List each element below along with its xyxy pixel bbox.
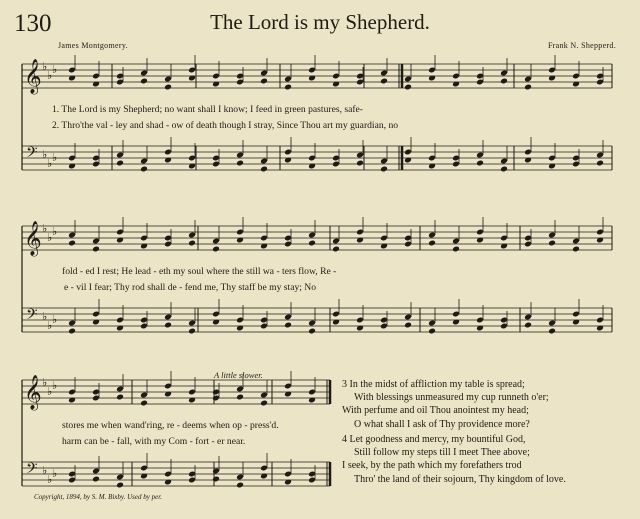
stanza-4 <box>342 433 566 486</box>
flat-icon: ♭ <box>47 69 53 82</box>
system2-verse2-lyrics: e - vil I fear; Thy rod shall de - fend me, Thy staff be my stay; No <box>64 282 317 293</box>
flat-icon: ♭ <box>42 60 48 73</box>
system3-verse2-lyrics: harm can be - fall, with my Com - fort - er near. <box>62 436 246 447</box>
note-head <box>188 328 196 335</box>
stanza-line: With perfume and oil Thou anointest my head; <box>342 405 529 417</box>
treble-clef-icon: 𝄞 <box>24 59 42 94</box>
stanza-line: 4 Let goodness and mercy, my bountiful God, <box>342 434 526 445</box>
flat-icon: ♭ <box>52 467 58 480</box>
note-head <box>548 240 556 247</box>
note-head <box>500 166 508 173</box>
stanza-line: Still follow my steps till I meet Thee above; <box>354 447 530 459</box>
flat-icon: ♭ <box>52 379 58 392</box>
flat-icon: ♭ <box>47 385 53 398</box>
note-head <box>92 246 100 253</box>
hymn-title: The Lord is my Shepherd. <box>210 10 430 34</box>
note-head <box>212 476 220 483</box>
note-head <box>380 78 388 85</box>
stanza-3 <box>342 378 549 431</box>
system1-verse1-lyrics: 1. The Lord is my Shepherd; no want shall I know; I feed in green pastures, safe- <box>52 104 364 115</box>
stanza-line: I seek, by the path which my forefathers trod <box>342 460 522 472</box>
note-head <box>116 482 124 489</box>
stanza-line: Thro' the land of their sojourn, Thy kingdom of love. <box>354 473 566 485</box>
copyright-notice: Copyright, 1894, by S. M. Bixby. Used by per. <box>34 493 162 501</box>
note-head <box>236 394 244 401</box>
note-head <box>404 84 412 91</box>
stanza-line: With blessings unmeasured my cup runneth o'er; <box>354 392 549 404</box>
note-head <box>164 84 172 91</box>
note-head <box>500 78 508 85</box>
bass-clef-icon: 𝄢 <box>26 144 38 165</box>
note-head <box>524 322 532 329</box>
note-head <box>548 328 556 335</box>
flat-icon: ♭ <box>42 310 48 323</box>
note-head <box>524 84 532 91</box>
flat-icon: ♭ <box>47 157 53 170</box>
music-composer: Frank N. Shepperd. <box>547 41 616 50</box>
note-head <box>284 322 292 329</box>
note-head <box>164 322 172 329</box>
system2-verse1-lyrics: fold - ed I rest; He lead - eth my soul where the still wa - ters flow, Re - <box>62 266 337 277</box>
note-head <box>212 246 220 253</box>
hymn-number: 130 <box>14 10 52 37</box>
note-head <box>308 240 316 247</box>
note-head <box>92 476 100 483</box>
note-head <box>116 160 124 167</box>
system3-verse1-lyrics: stores me when wand'ring, re - deems when op - press'd. <box>62 420 279 431</box>
note-head <box>68 328 76 335</box>
flat-icon: ♭ <box>42 376 48 389</box>
flat-icon: ♭ <box>52 151 58 164</box>
note-head <box>380 166 388 173</box>
note-head <box>356 160 364 167</box>
flat-icon: ♭ <box>42 464 48 477</box>
note-head <box>68 240 76 247</box>
note-head <box>140 166 148 173</box>
system1-verse2-lyrics: 2. Thro'the val - ley and shad - ow of death though I stray, Since Thou art my guardian, no <box>52 120 399 131</box>
words-author: James Montgomery. <box>58 41 128 50</box>
note-head <box>236 160 244 167</box>
note-head <box>308 328 316 335</box>
flat-icon: ♭ <box>42 148 48 161</box>
flat-icon: ♭ <box>52 313 58 326</box>
flat-icon: ♭ <box>47 231 53 244</box>
note-head <box>572 246 580 253</box>
stanza-line: 3 In the midst of affliction my table is spread; <box>342 379 525 390</box>
note-head <box>260 78 268 85</box>
note-head <box>428 240 436 247</box>
bass-clef-icon: 𝄢 <box>26 460 38 481</box>
treble-clef-icon: 𝄞 <box>24 221 42 256</box>
note-head <box>116 394 124 401</box>
treble-clef-icon: 𝄞 <box>24 375 42 410</box>
note-head <box>140 78 148 85</box>
note-head <box>476 160 484 167</box>
note-head <box>596 160 604 167</box>
tempo-marking: A little slower. <box>214 370 263 380</box>
note-head <box>332 246 340 253</box>
note-head <box>236 482 244 489</box>
note-head <box>260 166 268 173</box>
note-head <box>284 84 292 91</box>
stanza-line: O what shall I ask of Thy providence more? <box>354 418 530 430</box>
bass-clef-icon: 𝄢 <box>26 306 38 327</box>
flat-icon: ♭ <box>47 319 53 332</box>
note-head <box>428 328 436 335</box>
flat-icon: ♭ <box>47 473 53 486</box>
note-head <box>452 246 460 253</box>
note-head <box>404 322 412 329</box>
note-head <box>140 400 148 407</box>
note-head <box>188 240 196 247</box>
flat-icon: ♭ <box>52 225 58 238</box>
flat-icon: ♭ <box>52 63 58 76</box>
note-head <box>260 400 268 407</box>
flat-icon: ♭ <box>42 222 48 235</box>
